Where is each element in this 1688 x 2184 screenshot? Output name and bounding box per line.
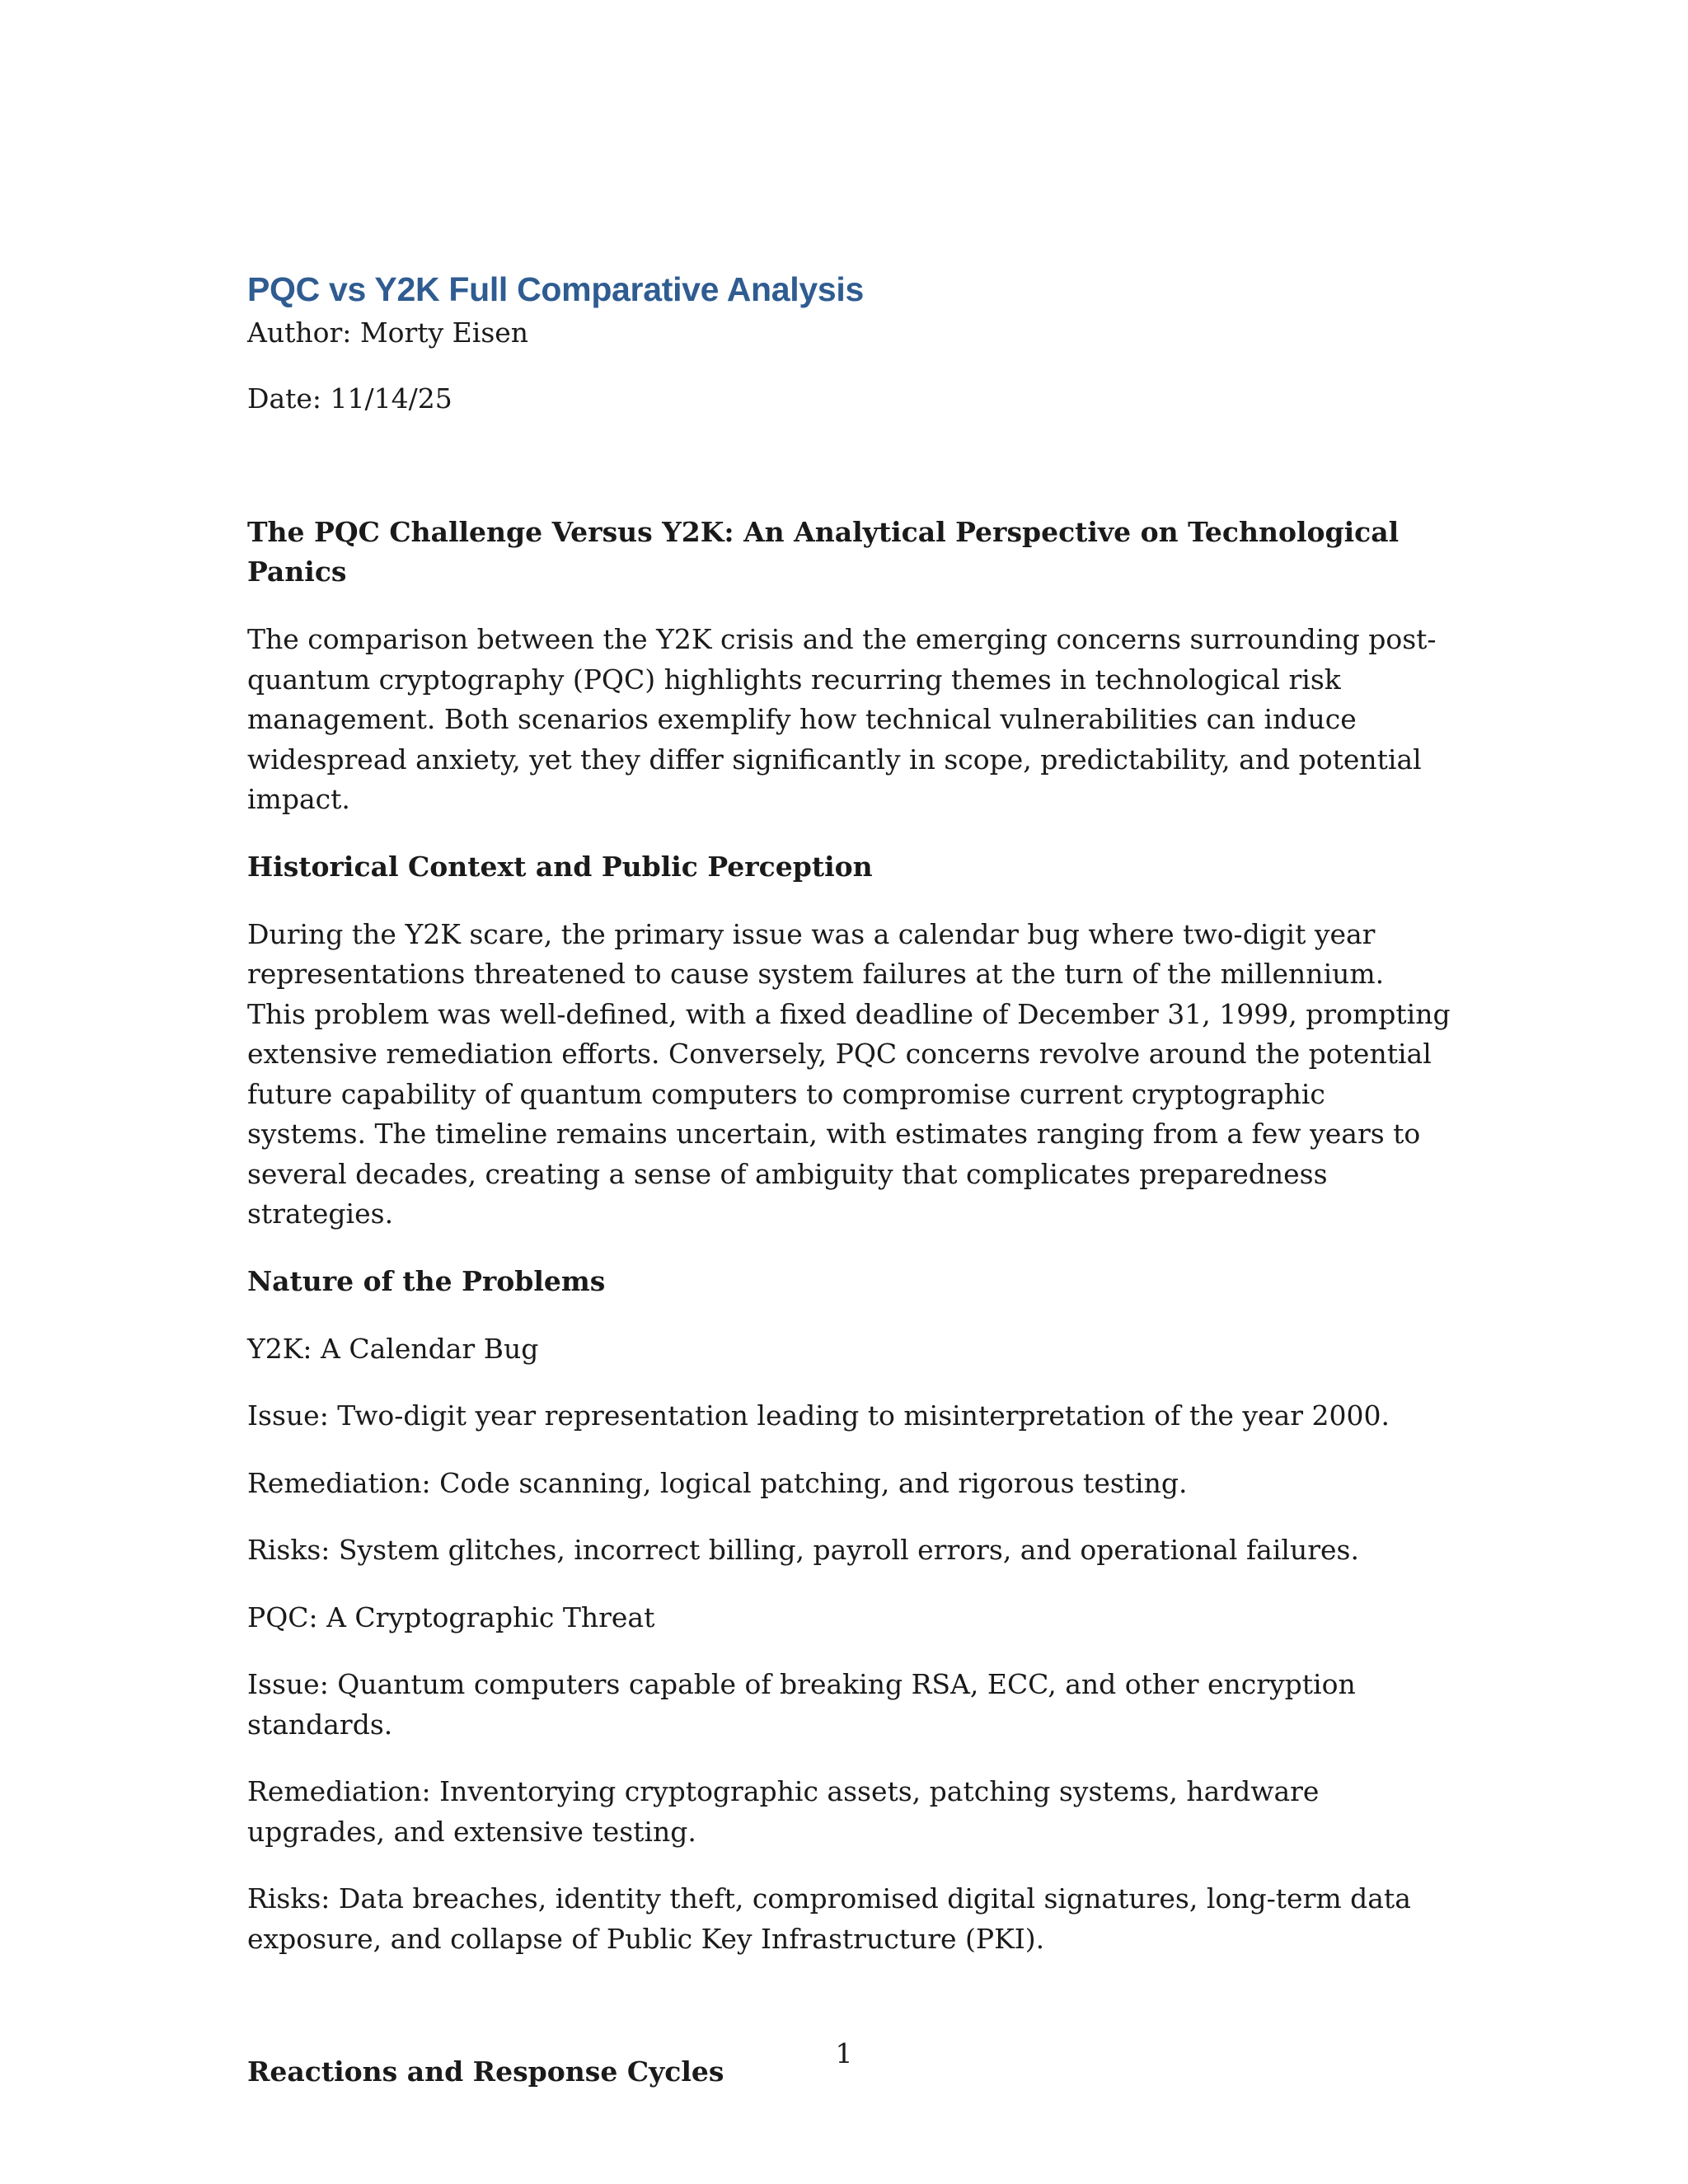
document-body: [247, 265, 1451, 2120]
page-number: 1: [835, 2037, 853, 2069]
y2k-label: Y2K: A Calendar Bug: [247, 1332, 539, 1365]
y2k-remediation: Remediation: Code scanning, logical patching, and rigorous testing.: [247, 1466, 1188, 1499]
pqc-remediation: Remediation: Inventorying cryptographic assets, patching systems, hardware upgrades, and extensive testing.: [247, 1775, 1320, 1848]
date-line: Date: 11/14/25: [247, 382, 452, 415]
historical-paragraph: During the Y2K scare, the primary issue was a calendar bug where two-digit year representations threatened to cause system failures at the turn of the millennium. This problem was well-defined, with a fixed deadline of December 31, 1999, prompting extensive remediation efforts. Conversely, PQC concerns revolve around the potential future capability of quantum computers to compromise current cryptographic systems. The timeline remains uncertain, with estimates ranging from a few years to several decades, creating a sense of ambiguity that complicates preparedness strategies.: [247, 917, 1451, 1230]
pqc-risks: Risks: Data breaches, identity theft, compromised digital signatures, long-term data exposure, and collapse of Public Key Infrastructure (PKI).: [247, 1882, 1411, 1955]
author-line: Author: Morty Eisen: [247, 316, 529, 349]
nature-heading: Nature of the Problems: [247, 1264, 606, 1297]
intro-heading: The PQC Challenge Versus Y2K: An Analytical Perspective on Technological Panics: [247, 516, 1400, 588]
pqc-label: PQC: A Cryptographic Threat: [247, 1601, 655, 1633]
reactions-heading: Reactions and Response Cycles: [247, 2055, 724, 2088]
document-title: PQC vs Y2K Full Comparative Analysis: [247, 270, 864, 308]
pqc-issue: Issue: Quantum computers capable of breaking RSA, ECC, and other encryption standards.: [247, 1668, 1356, 1741]
intro-paragraph: The comparison between the Y2K crisis and the emerging concerns surrounding post-quantum cryptography (PQC) highlights recurring themes in technological risk management. Both scenarios exemplify how technical vulnerabilities can induce widespread anxiety, yet they differ significantly in scope, predictability, and potential impact.: [247, 623, 1437, 815]
y2k-issue: Issue: Two-digit year representation leading to misinterpretation of the year 2000.: [247, 1399, 1390, 1432]
historical-heading: Historical Context and Public Perception: [247, 850, 873, 883]
y2k-risks: Risks: System glitches, incorrect billing, payroll errors, and operational failures.: [247, 1534, 1359, 1566]
